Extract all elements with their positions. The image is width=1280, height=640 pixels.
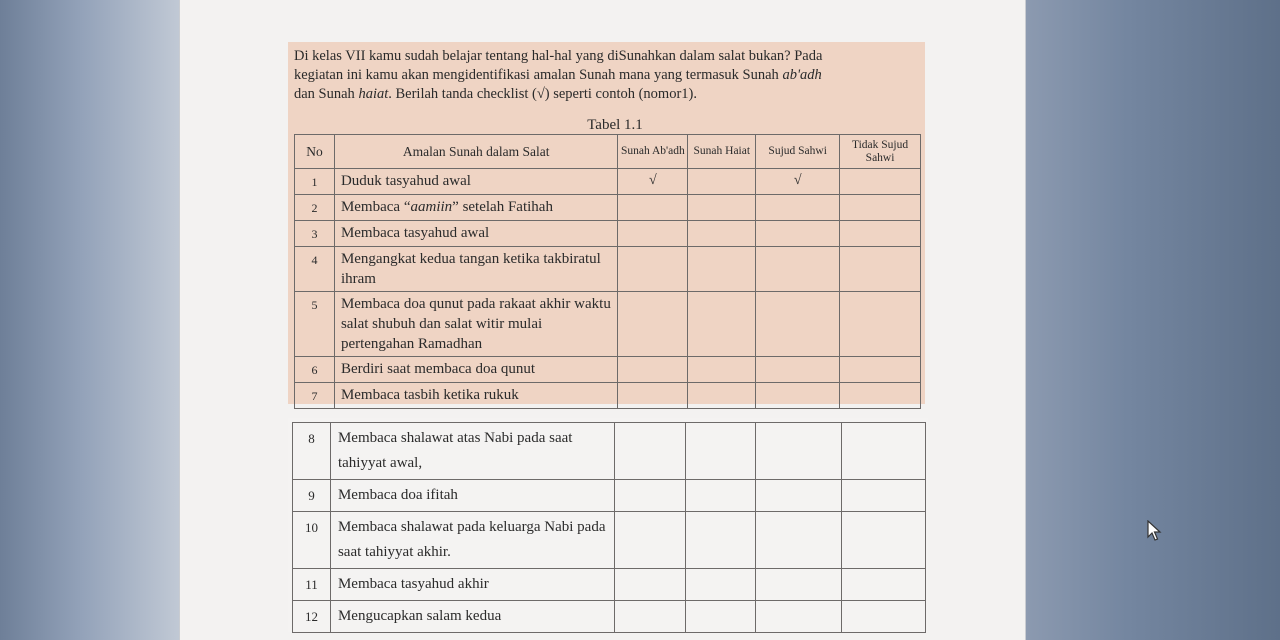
background-right	[1025, 0, 1280, 640]
check-abadh[interactable]	[614, 423, 686, 480]
check-sujud[interactable]	[756, 247, 840, 292]
check-haiat[interactable]	[686, 512, 756, 569]
check-abadh[interactable]	[618, 357, 688, 383]
row-amalan: Membaca tasyahud awal	[334, 221, 618, 247]
check-tidak[interactable]	[842, 569, 926, 601]
table-row	[295, 383, 921, 409]
table-row	[295, 169, 921, 195]
row-amalan	[334, 195, 618, 221]
check-sujud[interactable]	[756, 512, 842, 569]
instruction-paragraph	[294, 47, 919, 104]
check-tidak[interactable]	[842, 512, 926, 569]
table-row	[295, 247, 921, 292]
check-tidak[interactable]	[840, 221, 921, 247]
check-sujud[interactable]	[756, 423, 842, 480]
mouse-pointer-icon	[1147, 520, 1163, 542]
check-haiat[interactable]	[688, 221, 756, 247]
check-sujud[interactable]	[756, 569, 842, 601]
table-row	[293, 601, 926, 633]
row-number: 2	[295, 195, 335, 221]
instruction-term-haiat: haiat	[358, 86, 389, 102]
check-abadh[interactable]	[614, 601, 686, 633]
table-caption: Tabel 1.1	[587, 117, 643, 133]
check-abadh[interactable]	[614, 569, 686, 601]
check-haiat[interactable]	[688, 357, 756, 383]
row-number: 3	[295, 221, 335, 247]
row-number: 9	[293, 480, 331, 512]
row-number: 4	[295, 247, 335, 292]
check-tidak[interactable]	[842, 480, 926, 512]
header-amalan: Amalan Sunah dalam Salat	[334, 135, 618, 169]
row-amalan: Membaca shalawat atas Nabi pada saat tahiyyat awal,	[330, 423, 614, 480]
table-row	[295, 292, 921, 357]
table-row	[295, 195, 921, 221]
header-sunah-haiat: Sunah Haiat	[688, 135, 756, 169]
row-amalan: Duduk tasyahud awal	[334, 169, 618, 195]
row-amalan: Membaca tasyahud akhir	[330, 569, 614, 601]
check-haiat[interactable]	[688, 247, 756, 292]
table-row	[295, 357, 921, 383]
check-sujud[interactable]	[756, 221, 840, 247]
check-haiat[interactable]	[688, 169, 756, 195]
check-abadh[interactable]	[618, 221, 688, 247]
row-number: 5	[295, 292, 335, 357]
background-left	[0, 0, 180, 640]
instruction-line-1: Di kelas VII kamu sudah belajar tentang hal-hal yang diSunahkan dalam salat bukan? Pada	[294, 48, 823, 64]
row-number: 10	[293, 512, 331, 569]
row-amalan: Membaca shalawat pada keluarga Nabi pada saat tahiyyat akhir.	[330, 512, 614, 569]
check-abadh[interactable]	[618, 383, 688, 409]
check-haiat[interactable]	[688, 383, 756, 409]
check-sujud[interactable]: √	[756, 169, 840, 195]
header-sunah-abadh: Sunah Ab'adh	[618, 135, 688, 169]
check-haiat[interactable]	[686, 480, 756, 512]
check-abadh[interactable]	[618, 292, 688, 357]
sunah-table-top	[294, 134, 921, 409]
check-tidak[interactable]	[840, 195, 921, 221]
row-amalan-pre: Membaca “	[340, 199, 411, 215]
check-sujud[interactable]	[756, 292, 840, 357]
row-number: 6	[295, 357, 335, 383]
check-tidak[interactable]	[840, 383, 921, 409]
header-tidak-sujud-sahwi: Tidak Sujud Sahwi	[840, 135, 921, 169]
check-tidak[interactable]	[840, 357, 921, 383]
table-row	[293, 423, 926, 480]
table-row	[293, 512, 926, 569]
check-sujud[interactable]	[756, 480, 842, 512]
row-amalan: Mengucapkan salam kedua	[330, 601, 614, 633]
table-row	[293, 569, 926, 601]
check-tidak[interactable]	[842, 601, 926, 633]
header-sujud-sahwi: Sujud Sahwi	[756, 135, 840, 169]
check-haiat[interactable]	[688, 292, 756, 357]
row-number: 11	[293, 569, 331, 601]
check-abadh[interactable]	[614, 512, 686, 569]
row-number: 1	[295, 169, 335, 195]
row-number: 8	[293, 423, 331, 480]
row-amalan-italic: aamiin	[410, 199, 453, 215]
row-number: 12	[293, 601, 331, 633]
sunah-table-bottom	[292, 422, 926, 633]
check-sujud[interactable]	[756, 195, 840, 221]
check-haiat[interactable]	[686, 601, 756, 633]
check-haiat[interactable]	[686, 423, 756, 480]
check-sujud[interactable]	[756, 357, 840, 383]
header-no: No	[295, 135, 335, 169]
row-amalan: Membaca doa ifitah	[330, 480, 614, 512]
check-tidak[interactable]	[840, 169, 921, 195]
row-number: 7	[295, 383, 335, 409]
row-amalan: Mengangkat kedua tangan ketika takbiratul ihram	[334, 247, 618, 292]
check-tidak[interactable]	[840, 247, 921, 292]
check-sujud[interactable]	[756, 601, 842, 633]
check-sujud[interactable]	[756, 383, 840, 409]
row-amalan: Membaca doa qunut pada rakaat akhir waktu salat shubuh dan salat witir mulai pertengahan Ramadhan	[334, 292, 618, 357]
check-haiat[interactable]	[686, 569, 756, 601]
check-haiat[interactable]	[688, 195, 756, 221]
row-amalan: Membaca tasbih ketika rukuk	[334, 383, 618, 409]
table-row	[295, 221, 921, 247]
instruction-line-3b: . Berilah tanda checklist (√) seperti contoh (nomor1).	[388, 86, 697, 102]
instruction-term-abadh: ab'adh	[782, 67, 822, 83]
table-header-row	[295, 135, 921, 169]
row-amalan: Berdiri saat membaca doa qunut	[334, 357, 618, 383]
check-abadh[interactable]	[614, 480, 686, 512]
check-tidak[interactable]	[842, 423, 926, 480]
check-abadh[interactable]	[618, 247, 688, 292]
row-amalan-post: ” setelah Fatihah	[452, 199, 553, 215]
table-row	[293, 480, 926, 512]
check-abadh[interactable]: √	[618, 169, 688, 195]
check-abadh[interactable]	[618, 195, 688, 221]
instruction-line-3a: dan Sunah	[294, 86, 359, 102]
check-tidak[interactable]	[840, 292, 921, 357]
instruction-line-2: kegiatan ini kamu akan mengidentifikasi amalan Sunah mana yang termasuk Sunah	[294, 67, 783, 83]
